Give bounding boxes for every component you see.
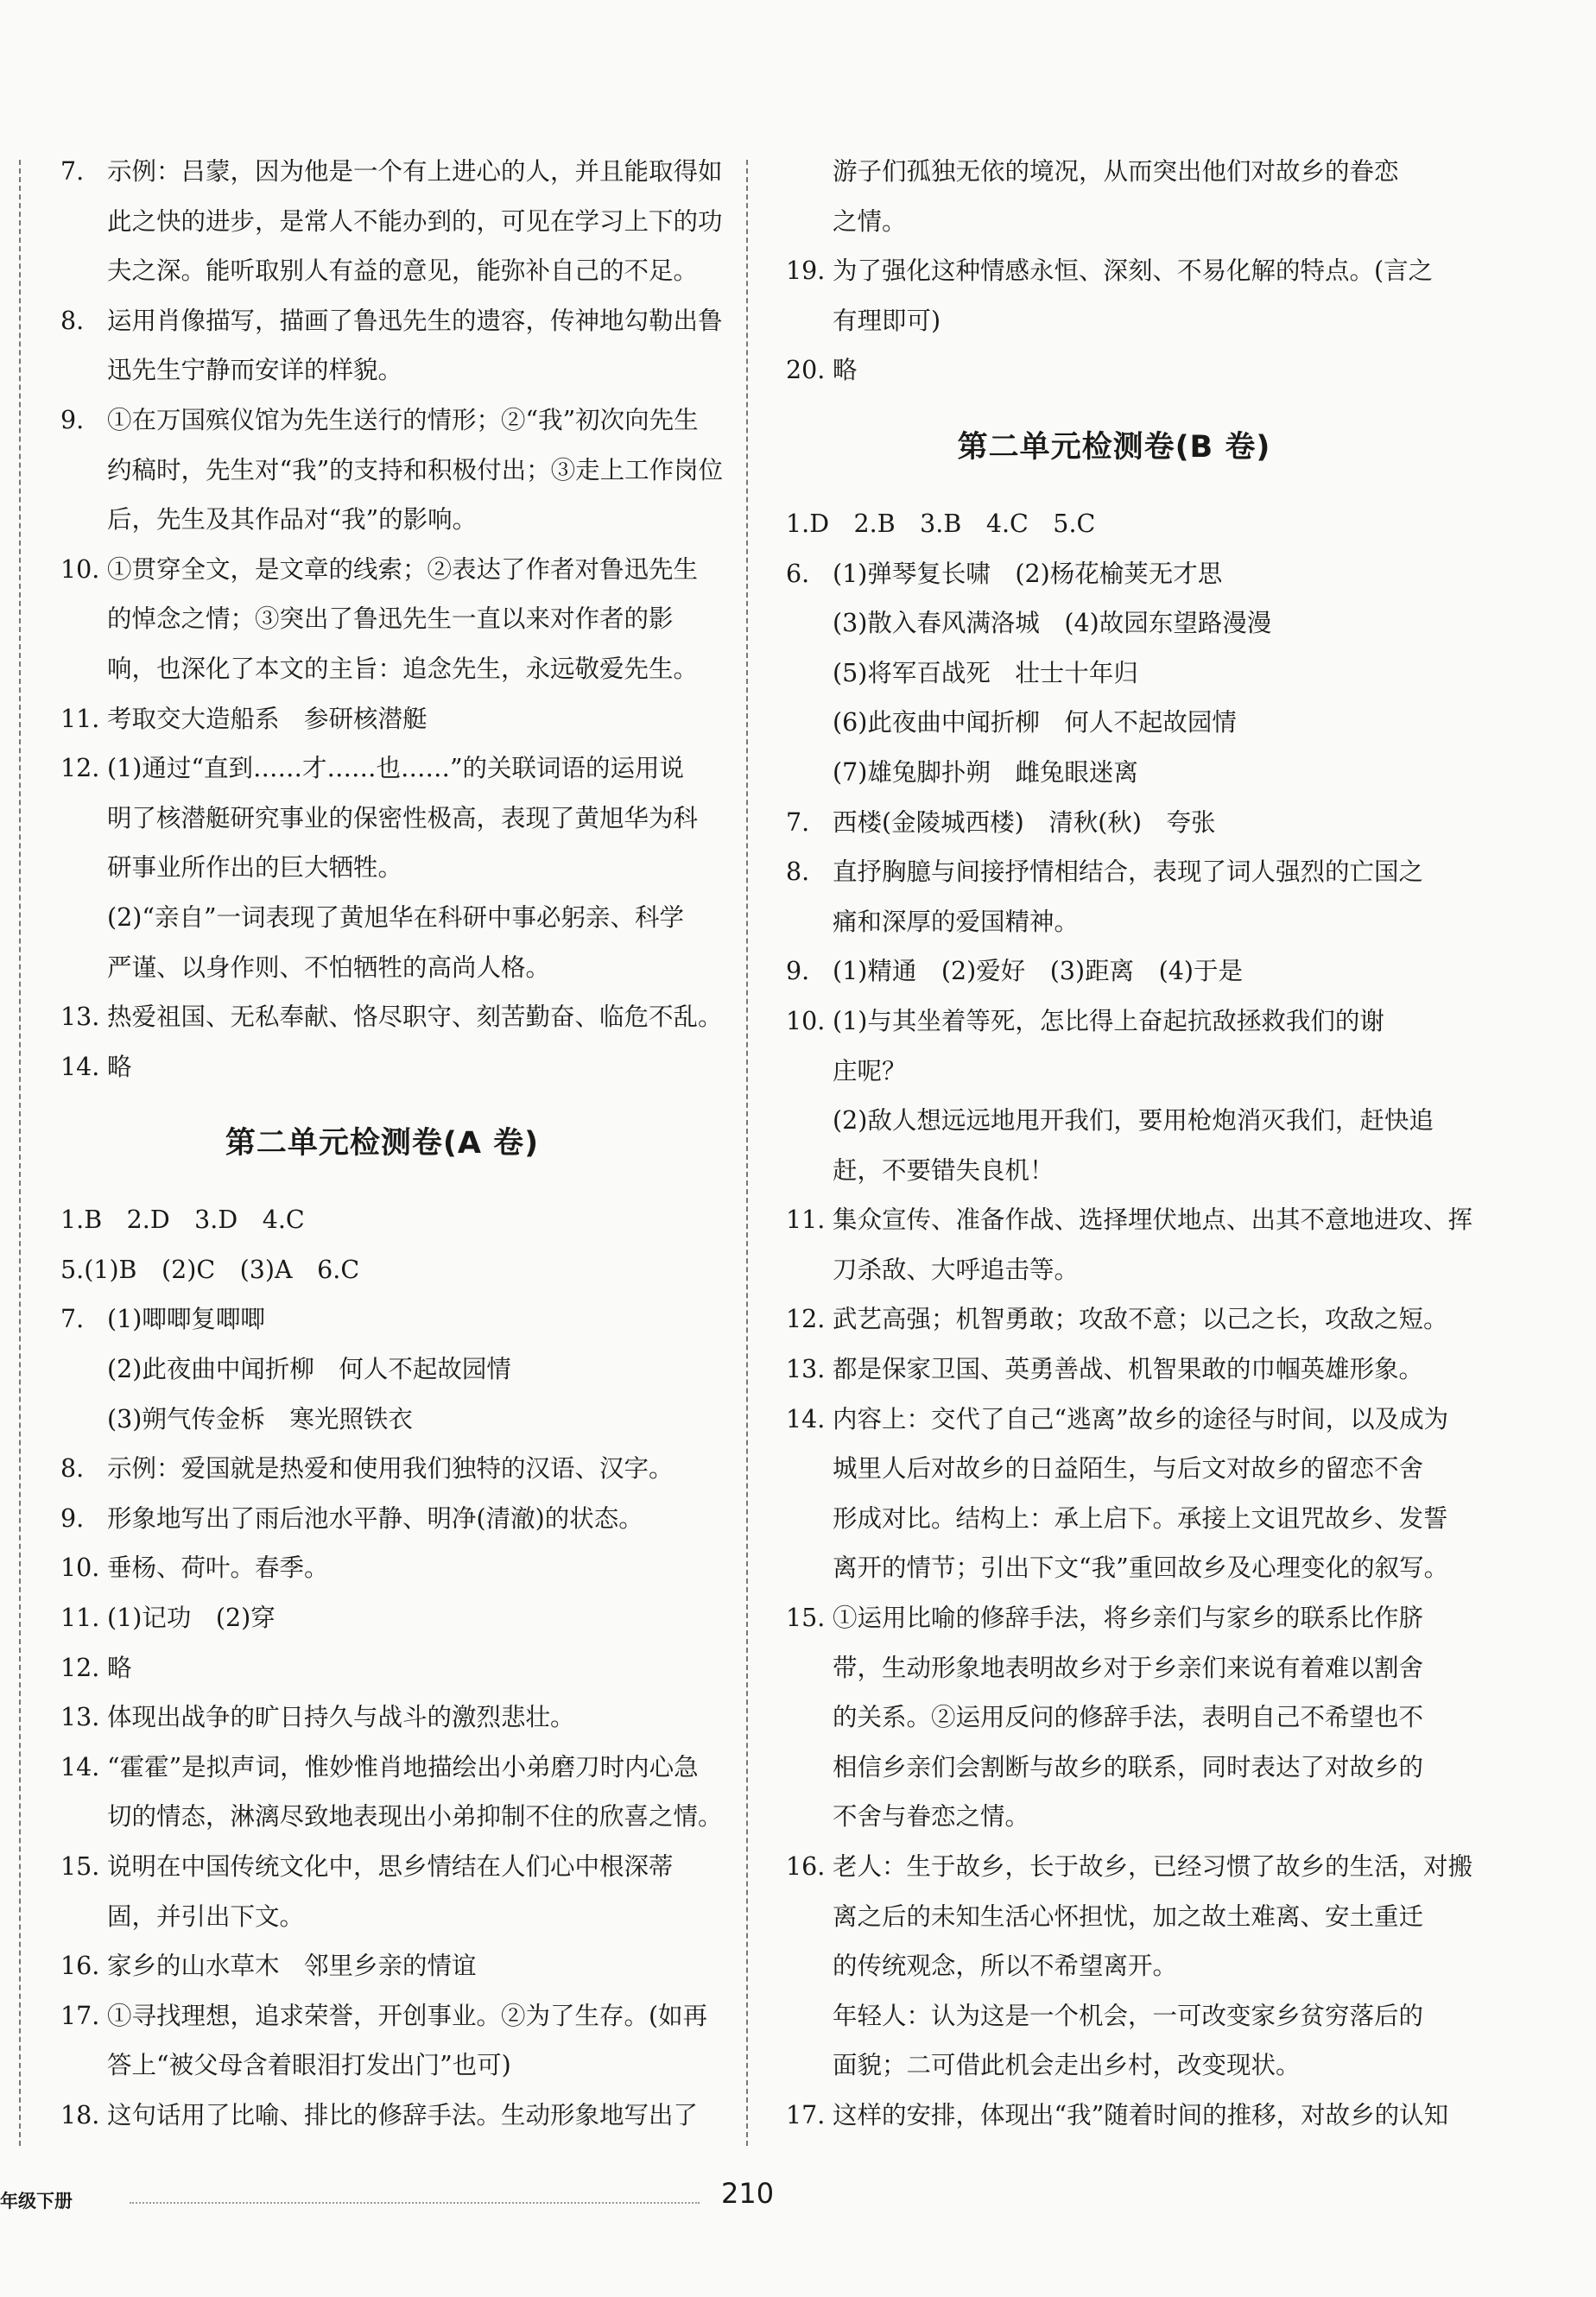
answer-item (786, 549, 1442, 599)
answer-number: 15. (786, 1604, 826, 1633)
answer-line: 热爱祖国、无私奉献、恪尽职守、刻苦勤奋、临危不乱。 (107, 1003, 723, 1032)
answer-line: ①运用比喻的修辞手法，将乡亲们与家乡的联系比作脐 (833, 1604, 1424, 1633)
answer-line: 固，并引出下文。 (107, 1902, 305, 1931)
answer-number: 8. (60, 306, 85, 335)
answer-line: 武艺高强；机智勇敢；攻敌不意；以己之长，攻敌之短。 (833, 1305, 1448, 1334)
answer-item (60, 1543, 704, 1593)
answer-item (786, 246, 1442, 345)
answer-line: 此之快的进步，是常人不能办到的，可见在学习上下的功 (107, 206, 723, 236)
answer-number: 11. (60, 1604, 100, 1633)
answer-number: 12. (60, 754, 100, 783)
answer-item (786, 997, 1442, 1195)
answer-line: 离之后的未知生活心怀担忧，加之故土难离、安土重迁 (833, 1902, 1424, 1931)
answer-line: 夫之深。能听取别人有益的意见，能弥补自己的不足。 (107, 256, 699, 286)
answer-item (786, 1395, 1449, 1593)
answer-number: 14. (786, 1404, 826, 1433)
answer-number: 13. (60, 1703, 100, 1732)
answer-line: (6)此夜曲中闻折柳 何人不起故园情 (833, 708, 1237, 737)
answer-line: 不舍与眷恋之情。 (833, 1802, 1030, 1832)
left-answers-top (60, 147, 724, 1092)
answer-line: (2)此夜曲中闻折柳 何人不起故园情 (107, 1355, 511, 1384)
answer-line: 迅先生宁静而安详的样貌。 (107, 356, 403, 385)
unit-test-b-heading: 第二单元检测卷(B 卷) (957, 429, 1271, 465)
answer-line: “霍霍”是拟声词，惟妙惟肖地描绘出小弟磨刀时内心急 (107, 1752, 699, 1781)
answer-item (60, 1842, 704, 1941)
answer-number: 8. (60, 1454, 85, 1484)
answer-number: 6. (786, 559, 810, 588)
answer-line: (1)精通 (2)爱好 (3)距离 (4)于是 (833, 957, 1243, 986)
answer-number: 7. (60, 1305, 85, 1334)
answer-line: 这句话用了比喻、排比的修辞手法。生动形象地写出了 (107, 2100, 699, 2129)
answer-number: 14. (60, 1752, 100, 1781)
answer-line: 5.(1)B (2)C (3)A 6.C (60, 1255, 360, 1284)
answer-number: 17. (786, 2100, 826, 2129)
answer-line: (5)将军百战死 壮士十年归 (833, 658, 1138, 687)
answer-number: 12. (786, 1305, 826, 1334)
answer-item (786, 2091, 1449, 2141)
answer-item (60, 395, 724, 545)
answer-line: 略 (107, 1052, 132, 1081)
answer-line: ①在万国殡仪馆为先生送行的情形；②“我”初次向先生 (107, 405, 699, 434)
answer-line: 庄呢？ (833, 1056, 907, 1085)
answer-line: 年轻人：认为这是一个机会，一可改变家乡贫穷落后的 (833, 2001, 1424, 2030)
answer-line: 研事业所作出的巨大牺牲。 (107, 853, 403, 883)
answer-line: 明了核潜艇研究事业的保密性极高，表现了黄旭华为科 (107, 803, 699, 832)
answer-item (786, 798, 1442, 848)
answer-number: 11. (786, 1205, 826, 1235)
answer-item (60, 1991, 708, 2091)
answer-item (60, 1294, 704, 1345)
answer-item (60, 1941, 704, 1991)
answer-number: 10. (60, 1553, 100, 1583)
answer-number: 9. (786, 957, 810, 986)
answer-item (786, 946, 1442, 997)
answer-line: 家乡的山水草木 邻里乡亲的情谊 (107, 1952, 477, 1981)
answer-line: 相信乡亲们会割断与故乡的联系，同时表达了对故乡的 (833, 1752, 1424, 1781)
footer-dotted-line (130, 2202, 700, 2204)
answer-line: 约稿时，先生对“我”的支持和积极付出；③走上工作岗位 (107, 455, 724, 484)
answer-line: 考取交大造船系 参研核潜艇 (107, 704, 428, 733)
answer-number: 13. (60, 1003, 100, 1032)
answer-item (786, 1195, 1473, 1294)
answer-line: 之情。 (833, 206, 907, 236)
answer-line: (3)朔气传金柝 寒光照铁衣 (107, 1404, 413, 1433)
answer-line: 痛和深厚的爱国精神。 (833, 907, 1080, 936)
answer-item (60, 296, 723, 395)
answer-number: 20. (786, 356, 826, 385)
answer-number: 8. (786, 857, 810, 887)
answer-line: 城里人后对故乡的日益陌生，与后文对故乡的留恋不舍 (833, 1454, 1424, 1484)
answer-line: 垂杨、荷叶。春季。 (107, 1553, 329, 1583)
answer-item (60, 744, 704, 992)
answer-line: 示例：爱国就是热爱和使用我们独特的汉语、汉字。 (107, 1454, 674, 1484)
answer-line: 体现出战争的旷日持久与战斗的激烈悲壮。 (107, 1703, 575, 1732)
answer-line: 刀杀敌、大呼追击等。 (833, 1255, 1080, 1284)
answer-line: 的关系。②运用反问的修辞手法，表明自己不希望也不 (833, 1703, 1424, 1732)
left-answers-bottom (60, 1195, 723, 2140)
answer-line: (1)与其坐着等死，怎比得上奋起抗敌拯救我们的谢 (833, 1006, 1384, 1035)
answer-number: 11. (60, 704, 100, 733)
answer-number: 16. (786, 1852, 826, 1881)
answer-number: 12. (60, 1653, 100, 1682)
answer-line: 的悼念之情；③突出了鲁迅先生一直以来对作者的影 (107, 604, 674, 634)
answer-number: 16. (60, 1952, 100, 1981)
answer-item (60, 1345, 704, 1444)
answer-line: 后，先生及其作品对“我”的影响。 (107, 505, 478, 535)
answer-line: 形象地写出了雨后池水平静、明净(清澈)的状态。 (107, 1503, 643, 1533)
answer-item (60, 2091, 704, 2141)
answer-number: 7. (60, 157, 85, 186)
answer-line: (1)唧唧复唧唧 (107, 1305, 265, 1334)
answer-item (60, 1643, 704, 1693)
answer-line: 赶，不要错失良机！ (833, 1155, 1054, 1185)
answer-item (60, 1693, 704, 1743)
answer-line: (2)敌人想远远地甩开我们，要用枪炮消灭我们，赶快追 (833, 1106, 1434, 1136)
right-column (786, 147, 1473, 2141)
answer-line: 切的情态，淋漓尽致地表现出小弟抑制不住的欣喜之情。 (107, 1802, 723, 1832)
answer-line: 带，生动形象地表明故乡对于乡亲们来说有着难以割舍 (833, 1653, 1424, 1682)
answer-item (60, 1245, 704, 1295)
answer-line: (3)散入春风满洛城 (4)故园东望路漫漫 (833, 609, 1272, 638)
answer-line: 略 (107, 1653, 132, 1682)
page-number: 210 (721, 2177, 775, 2210)
answer-item (60, 1593, 704, 1643)
answer-item (786, 1294, 1448, 1345)
answer-item (60, 1494, 704, 1544)
answer-line: 老人：生于故乡，长于故乡，已经习惯了故乡的生活，对搬 (833, 1852, 1473, 1881)
answer-item (60, 694, 704, 744)
answer-line: 内容上：交代了自己“逃离”故乡的途径与时间，以及成为 (833, 1404, 1449, 1433)
answer-number: 9. (60, 405, 85, 434)
answer-item (60, 1195, 704, 1245)
right-answers-top (786, 147, 1442, 395)
answer-item (786, 345, 1442, 395)
grade-label: 年级下册 (0, 2191, 73, 2212)
answer-number: 7. (786, 807, 810, 837)
answer-line: 离开的情节；引出下文“我”重回故乡及心理变化的叙写。 (833, 1553, 1449, 1583)
answer-line: ①贯穿全文，是文章的线索；②表达了作者对鲁迅先生 (107, 554, 699, 584)
answer-line: 1.D 2.B 3.B 4.C 5.C (786, 509, 1096, 538)
binding-line-middle (746, 160, 748, 2146)
answer-line: 运用肖像描写，描画了鲁迅先生的遗容，传神地勾勒出鲁 (107, 306, 723, 335)
answer-number: 17. (60, 2001, 100, 2030)
answer-number: 19. (786, 256, 826, 286)
answer-line: 的传统观念，所以不希望离开。 (833, 1952, 1178, 1981)
answer-line: 都是保家卫国、英勇善战、机智果敢的巾帼英雄形象。 (833, 1355, 1424, 1384)
answer-line: 答上“被父母含着眼泪打发出门”也可) (107, 2051, 511, 2080)
answer-line: 形成对比。结构上：承上启下。承接上文诅咒故乡、发誓 (833, 1503, 1448, 1533)
unit-test-a-heading: 第二单元检测卷(A 卷) (225, 1126, 540, 1161)
answer-number: 10. (786, 1006, 826, 1035)
answer-line: (1)通过“直到……才……也……”的关联词语的运用说 (107, 754, 685, 783)
answer-line: 游子们孤独无依的境况，从而突出他们对故乡的眷恋 (833, 157, 1399, 186)
answer-line: 说明在中国传统文化中，思乡情结在人们心中根深蒂 (107, 1852, 674, 1881)
answer-number: 15. (60, 1852, 100, 1881)
answer-item (60, 1743, 723, 1842)
answer-line: 西楼(金陵城西楼) 清秋(秋) 夸张 (833, 807, 1216, 837)
binding-line-left (19, 160, 21, 2146)
answer-line: 严谨、以身作则、不怕牺牲的高尚人格。 (107, 952, 551, 982)
answer-item (786, 1345, 1442, 1395)
answer-number: 9. (60, 1503, 85, 1533)
answer-number: 10. (60, 554, 100, 584)
answer-line: 略 (833, 356, 858, 385)
answer-line: ①寻找理想，追求荣誉，开创事业。②为了生存。(如再 (107, 2001, 708, 2030)
right-answers-bottom (786, 499, 1473, 2141)
answer-item (60, 147, 723, 296)
answer-line: 面貌；二可借此机会走出乡村，改变现状。 (833, 2051, 1301, 2080)
answer-item (786, 847, 1442, 946)
left-column (60, 147, 724, 2141)
answer-line: 为了强化这种情感永恒、深刻、不易化解的特点。(言之 (833, 256, 1434, 286)
answer-item (786, 598, 1442, 797)
answer-item (786, 1842, 1473, 2091)
answer-line: 1.B 2.D 3.D 4.C (60, 1205, 305, 1235)
answer-item (60, 1042, 704, 1092)
answer-line: 有理即可) (833, 306, 941, 335)
answer-line: (2)“亲自”一词表现了黄旭华在科研中事必躬亲、科学 (107, 902, 685, 932)
answer-number: 13. (786, 1355, 826, 1384)
answer-line: 响，也深化了本文的主旨：追念先生，永远敬爱先生。 (107, 654, 699, 683)
answer-item (60, 1444, 704, 1494)
answer-line: (1)记功 (2)穿 (107, 1604, 276, 1633)
answer-line: 示例：吕蒙，因为他是一个有上进心的人，并且能取得如 (107, 157, 723, 186)
answer-number: 14. (60, 1052, 100, 1081)
answer-line: (1)弹琴复长啸 (2)杨花榆荚无才思 (833, 559, 1223, 588)
answer-item (786, 1593, 1442, 1842)
answer-line: 直抒胸臆与间接抒情相结合，表现了词人强烈的亡国之 (833, 857, 1424, 887)
answer-line: 集众宣传、准备作战、选择埋伏地点、出其不意地进攻、挥 (833, 1205, 1473, 1235)
answer-item (60, 992, 723, 1042)
answer-line: (7)雄兔脚扑朔 雌兔眼迷离 (833, 757, 1138, 787)
answer-line: 这样的安排，体现出“我”随着时间的推移，对故乡的认知 (833, 2100, 1449, 2129)
answer-item (786, 147, 1442, 246)
answer-number: 18. (60, 2100, 100, 2129)
answer-item (786, 499, 1442, 549)
answer-item (60, 545, 704, 694)
